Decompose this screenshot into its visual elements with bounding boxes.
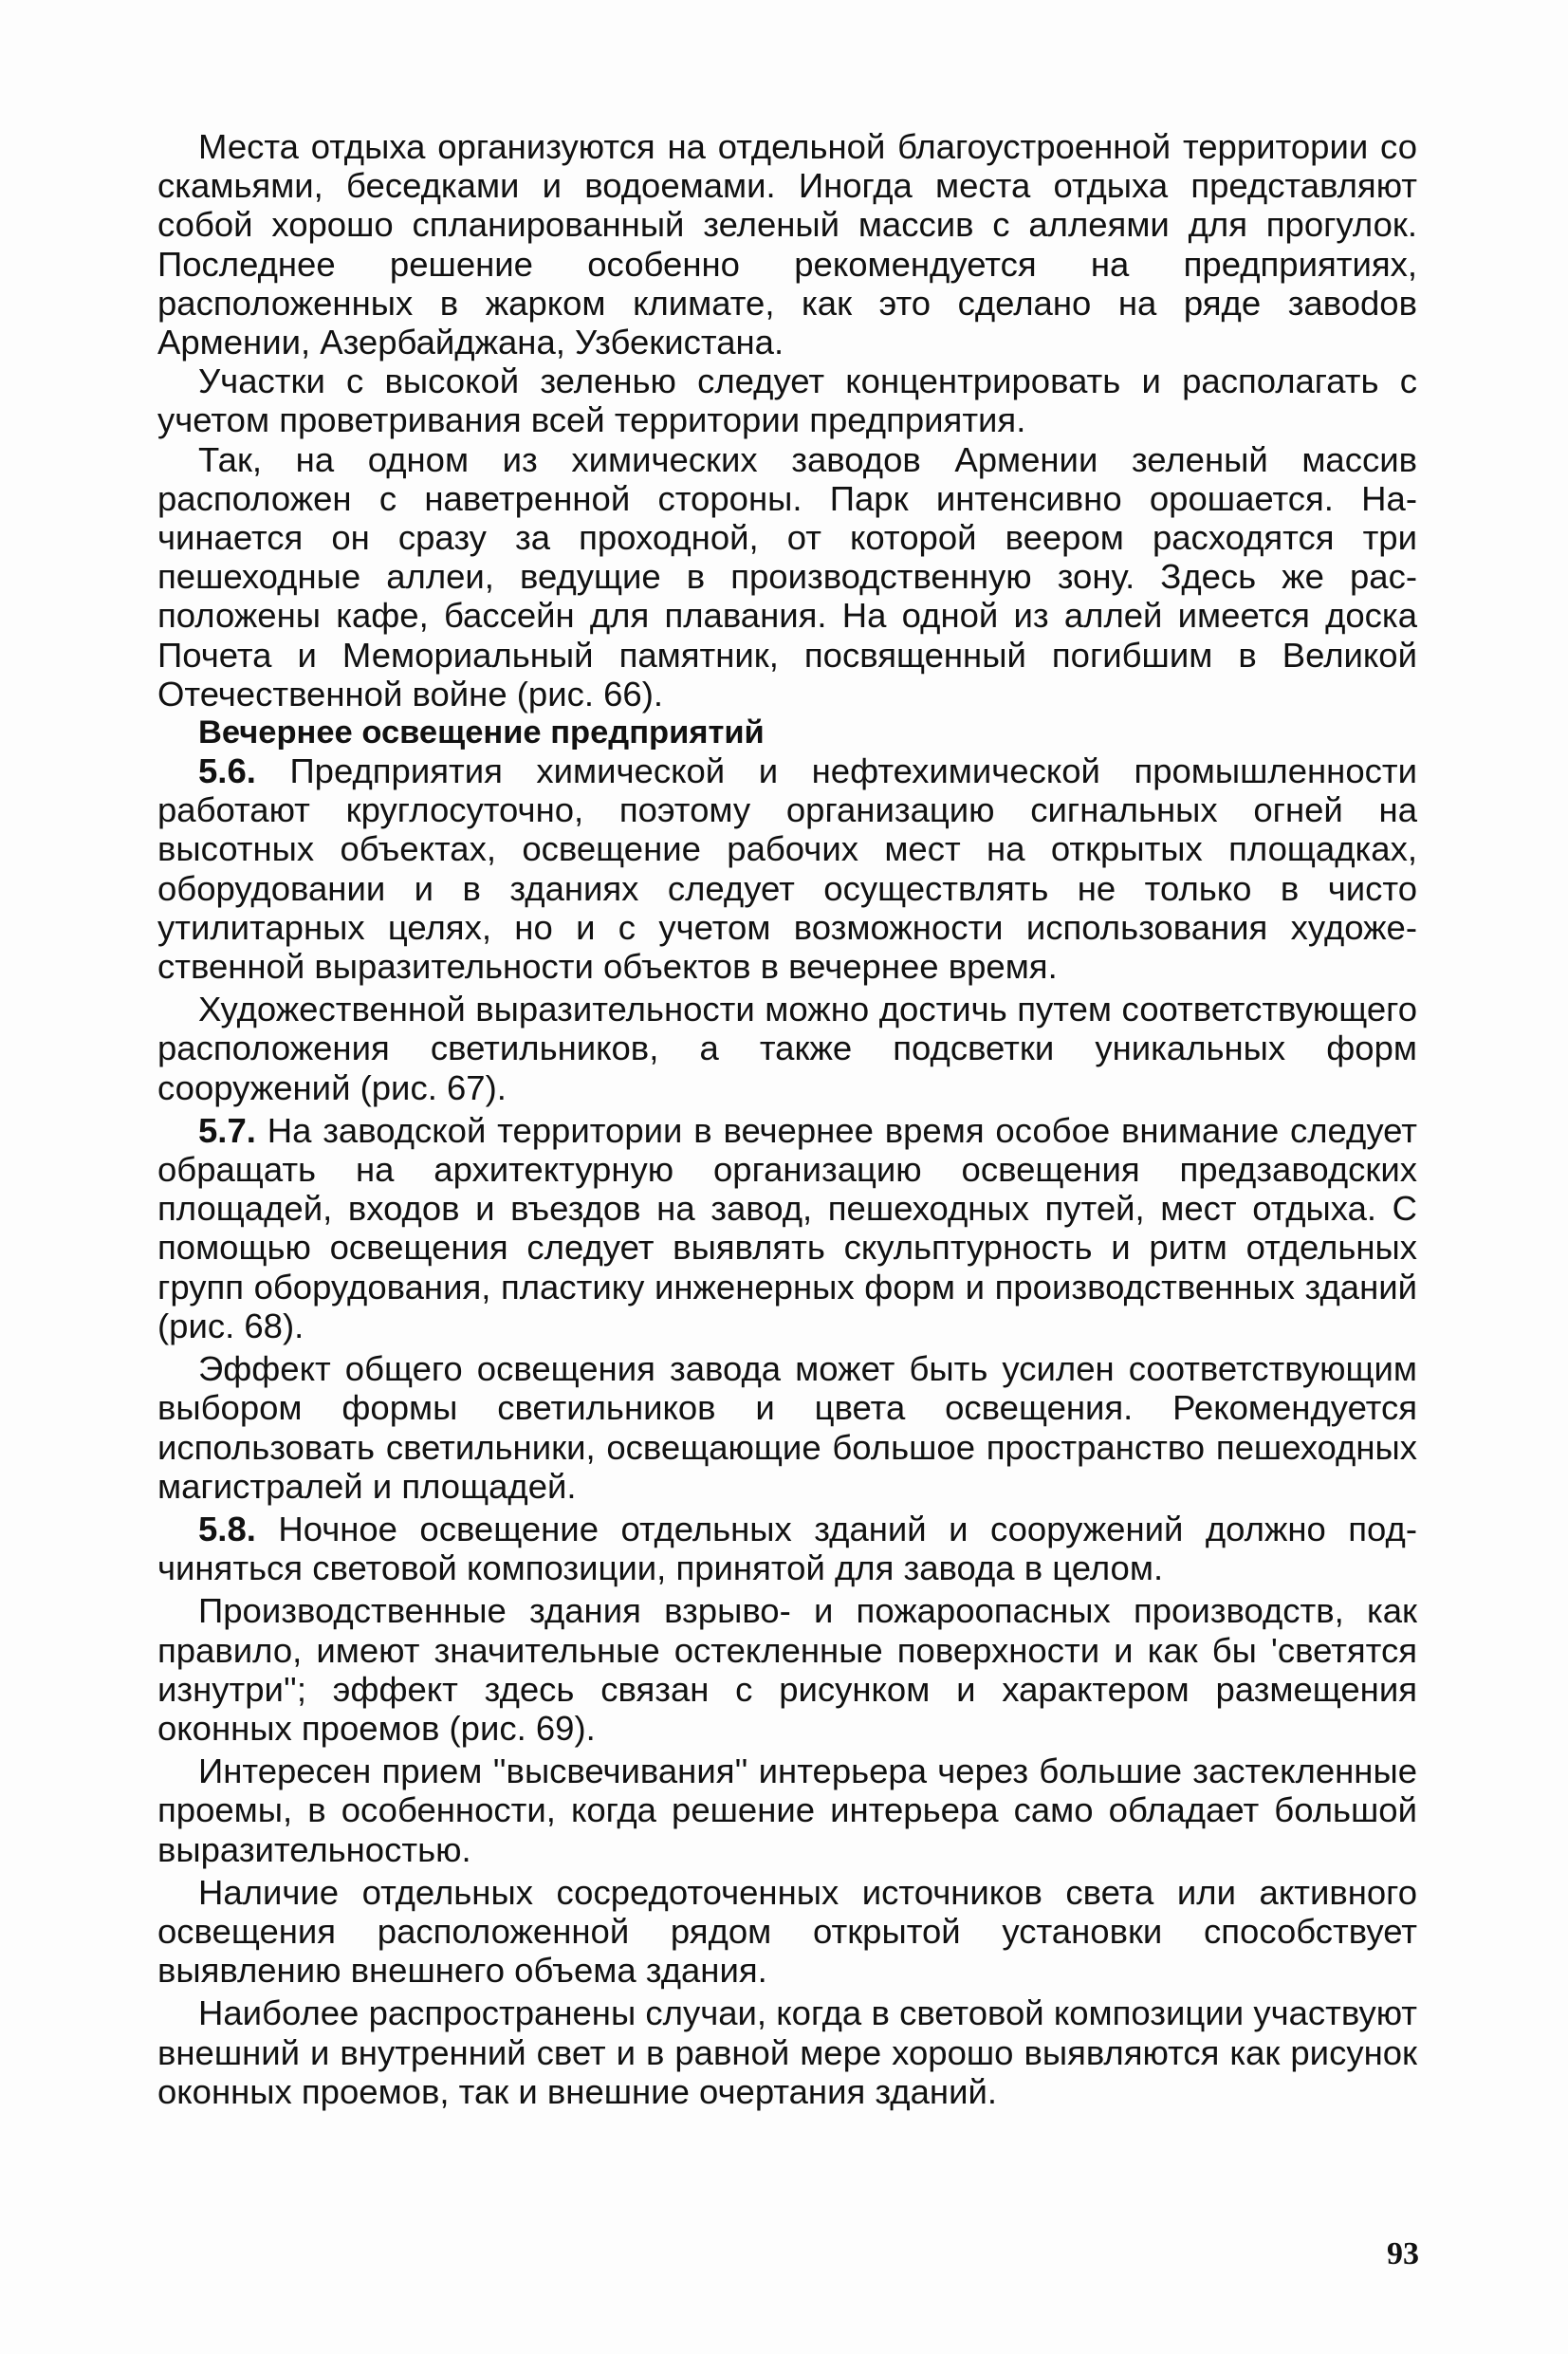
paragraph-5-7-text: На заводской территории в вечернее время особое внимание следует обращать на архитектурную организацию освещения предзаводских площадей, входов и въездов на завод, пешеходных путей, мест отдыха. С помощью освещения следует выявлять скульптурность и ритм отдельных групп оборудования, пластику инженерных форм и производственных зданий (рис. 68). xyxy=(157,1110,1417,1345)
paragraph-rest-areas: Места отдыха организуются на отдельной благоустроенной территории со скамьями, беседками и водоемами. Иногда места отдыха представляют собой хорошо спланированный зеленый массив с аллеями для прогулок. Последнее решение особенно рекомендуется на предприятиях, расположенных в жарком климате, как это сделано на ряде завоdов Армении, Азербайджана, Узбекистана. xyxy=(157,127,1417,362)
paragraph-general-lighting: Эффект общего освещения завода может быть усилен соответствующим выбором формы светильников и цвета освещения. Рекомендуется использовать светильники, освещающие большое пространство пешеходных магистралей и площадей. xyxy=(157,1349,1417,1506)
page-number: 93 xyxy=(1387,2236,1419,2271)
paragraph-industrial-buildings: Производственные здания взрыво- и пожароопасных производств, как правило, имеют значительные остекленные поверхности и как бы 'светятся изнутри''; эффект здесь связан с рисунком и характером размещения оконных проемов (рис. 69). xyxy=(157,1591,1417,1748)
paragraph-light-sources: Наличие отдельных сосредоточенных источников света или активного освещения расположенной рядом открытой установки способствует выявлению внешнего объема здания. xyxy=(157,1872,1417,1991)
paragraph-5-6 xyxy=(157,751,1417,986)
paragraph-interior-lighting: Интересен прием ''высвечивания'' интерьера через большие застекленные проемы, в особенности, когда решение интерьера само обладает большой выразительностью. xyxy=(157,1752,1417,1869)
clause-number-5-8: 5.8. xyxy=(198,1509,256,1548)
paragraph-5-7 xyxy=(157,1111,1417,1345)
body-text xyxy=(157,127,1417,2111)
paragraph-armenia-example: Так, на одном из химических заводов Армении зеленый массив расположен с наветренной стороны. Парк интенсивно орошается. Начинается он сразу за проходной, от которой веером расходятся три пешеходные аллеи, ведущие в производственную зону. Здесь же расположены кафе, бассейн для плавания. На одной из аллей имеется доска Почета и Мемориальный памятник, посвященный погибшим в Великой Отечественной войне (рис. 66). xyxy=(157,439,1417,714)
paragraph-5-6-text: Предприятия химической и нефтехимической промышленности работают круглосуточно, поэтому организацию сигнальных огней на высотных объектах, освещение рабочих мест на открытых площадках, оборудовании и в зданиях следует осуществлять не только в чисто утилитарных целях, но и с учетом возможности использования художественной выразительности объектов в вечернее время. xyxy=(157,751,1417,987)
clause-number-5-6: 5.6. xyxy=(198,751,256,791)
section-heading: Вечернее освещение предприятий xyxy=(198,714,765,751)
paragraph-5-8-text: Ночное освещение отдельных зданий и сооружений должно подчиняться световой композиции, принятой для завода в целом. xyxy=(157,1509,1417,1588)
paragraph-greenery: Участки с высокой зеленью следует концентрировать и располагать с учетом проветривания всей территории предприятия. xyxy=(157,361,1417,440)
paragraph-artistic-expression: Художественной выразительности можно достичь путем соответствующего расположения светильников, а также подсветки уникальных форм сооружений (рис. 67). xyxy=(157,990,1417,1107)
paragraph-5-8 xyxy=(157,1510,1417,1587)
clause-number-5-7: 5.7. xyxy=(198,1110,256,1150)
paragraph-light-composition: Наиболее распространены случаи, когда в световой композиции участвуют внешний и внутренний свет и в равной мере хорошо выявляются как рисунок оконных проемов, так и внешние очертания зданий. xyxy=(157,1993,1417,2111)
